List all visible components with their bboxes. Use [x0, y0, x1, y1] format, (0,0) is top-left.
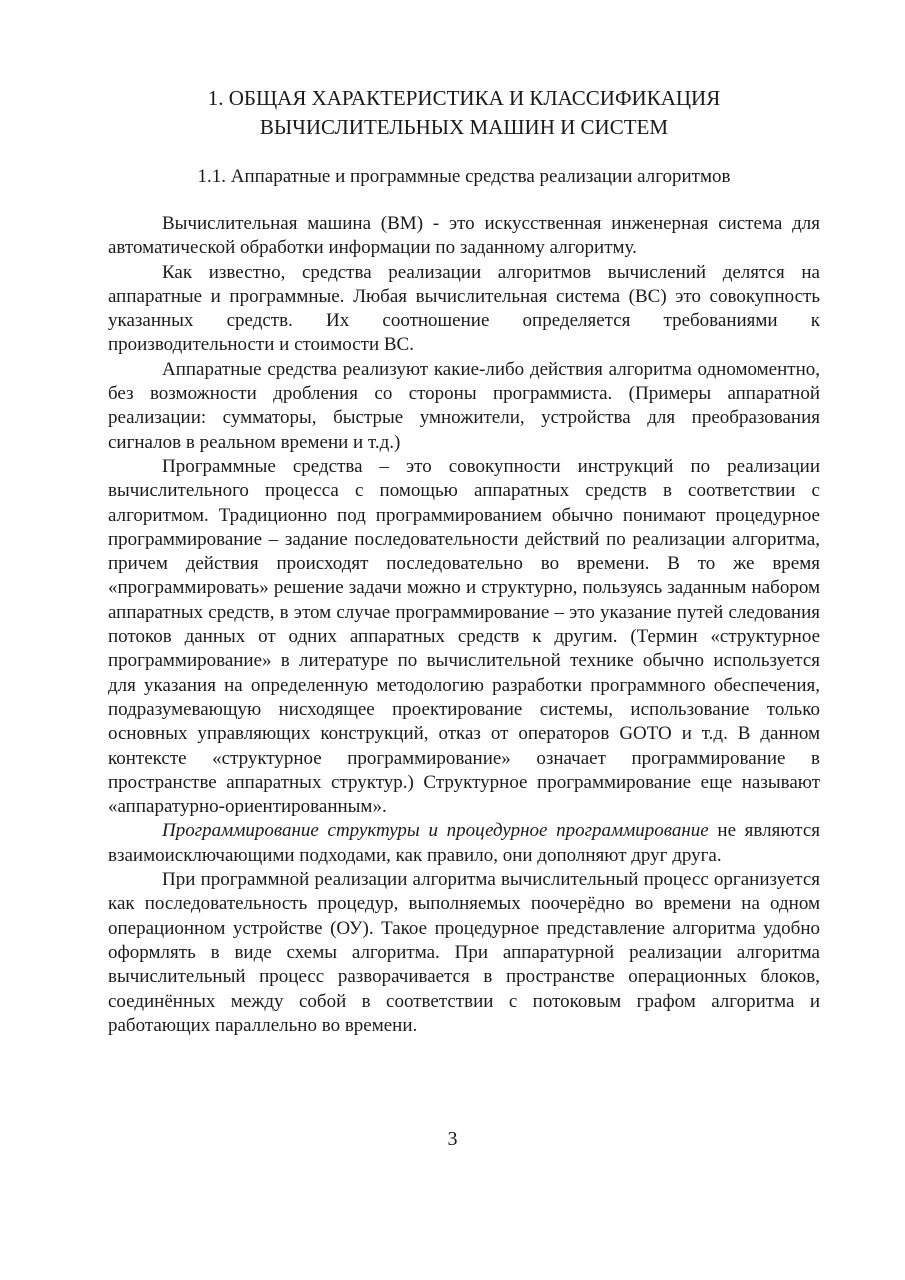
paragraph-5-rest: не являются взаимоисключающими подходами, как правило, они дополняют друг друга.: [108, 820, 821, 866]
paragraph-2: Как известно, средства реализации алгоритмов вычислений делятся на аппаратные и программные. Любая вычислительная система (ВС) это совокупность указанных средств. Их соотношение определяется требованиями к производительности и стоимости ВС.: [108, 261, 820, 356]
section-title: 1.1. Аппаратные и программные средства реализации алгоритмов: [197, 166, 731, 187]
paragraph-1: Вычислительная машина (ВМ) - это искусственная инженерная система для автоматической обработки информации по заданному алгоритму.: [108, 213, 820, 259]
page-number: 3: [447, 1128, 458, 1150]
paragraph-4: Программные средства – это совокупности инструкций по реализации вычислительного процесса с помощью аппаратных средств в соответствии с алгоритмом. Традиционно под программированием обычно понимают процедурное программирование – задание последовательности действий по реализации алгоритма, причем действия происходят последовательно во времени. В то же время «программировать» решение задачи можно и структурно, пользуясь заданным набором аппаратных средств, в этом случае программирование – это указание путей следования потоков данных от одних аппаратных средств к другим. (Термин «структурное программирование» в литературе по вычислительной технике обычно используется для указания на определенную методологию разработки программного обеспечения, подразумевающую нисходящее проектирование системы, использование только основных управляющих конструкций, отказ от операторов GOTO и т.д. В данном контексте «структурное программирование» означает программирование в пространстве аппаратных структур.) Структурное программирование еще называют «аппаратурно-ориентированным».: [108, 455, 820, 818]
paragraph-5-italic: Программирование структуры и процедурное программирование: [162, 820, 709, 842]
paragraph-6: При программной реализации алгоритма вычислительный процесс организуется как последовательность процедур, выполняемых поочерёдно во времени на одном операционном устройстве (ОУ). Такое процедурное представление алгоритма удобно оформлять в виде схемы алгоритма. При аппаратурной реализации алгоритма вычислительный процесс разворачивается в пространстве операционных блоков, соединённых между собой в соответствии с потоковым графом алгоритма и работающих параллельно во времени.: [108, 869, 820, 1036]
chapter-title-line2: ВЫЧИСЛИТЕЛЬНЫХ МАШИН И СИСТЕМ: [259, 115, 669, 139]
chapter-title: [108, 84, 820, 142]
paragraph-3: Аппаратные средства реализуют какие-либо действия алгоритма одномоментно, без возможности дробления со стороны программиста. (Примеры аппаратной реализации: сумматоры, быстрые умножители, устройства для преобразования сигналов в реальном времени и т.д.): [108, 358, 820, 453]
paragraph-5: [108, 819, 820, 868]
document-page: [108, 84, 820, 1038]
chapter-title-line1: 1. ОБЩАЯ ХАРАКТЕРИСТИКА И КЛАССИФИКАЦИЯ: [207, 86, 721, 110]
